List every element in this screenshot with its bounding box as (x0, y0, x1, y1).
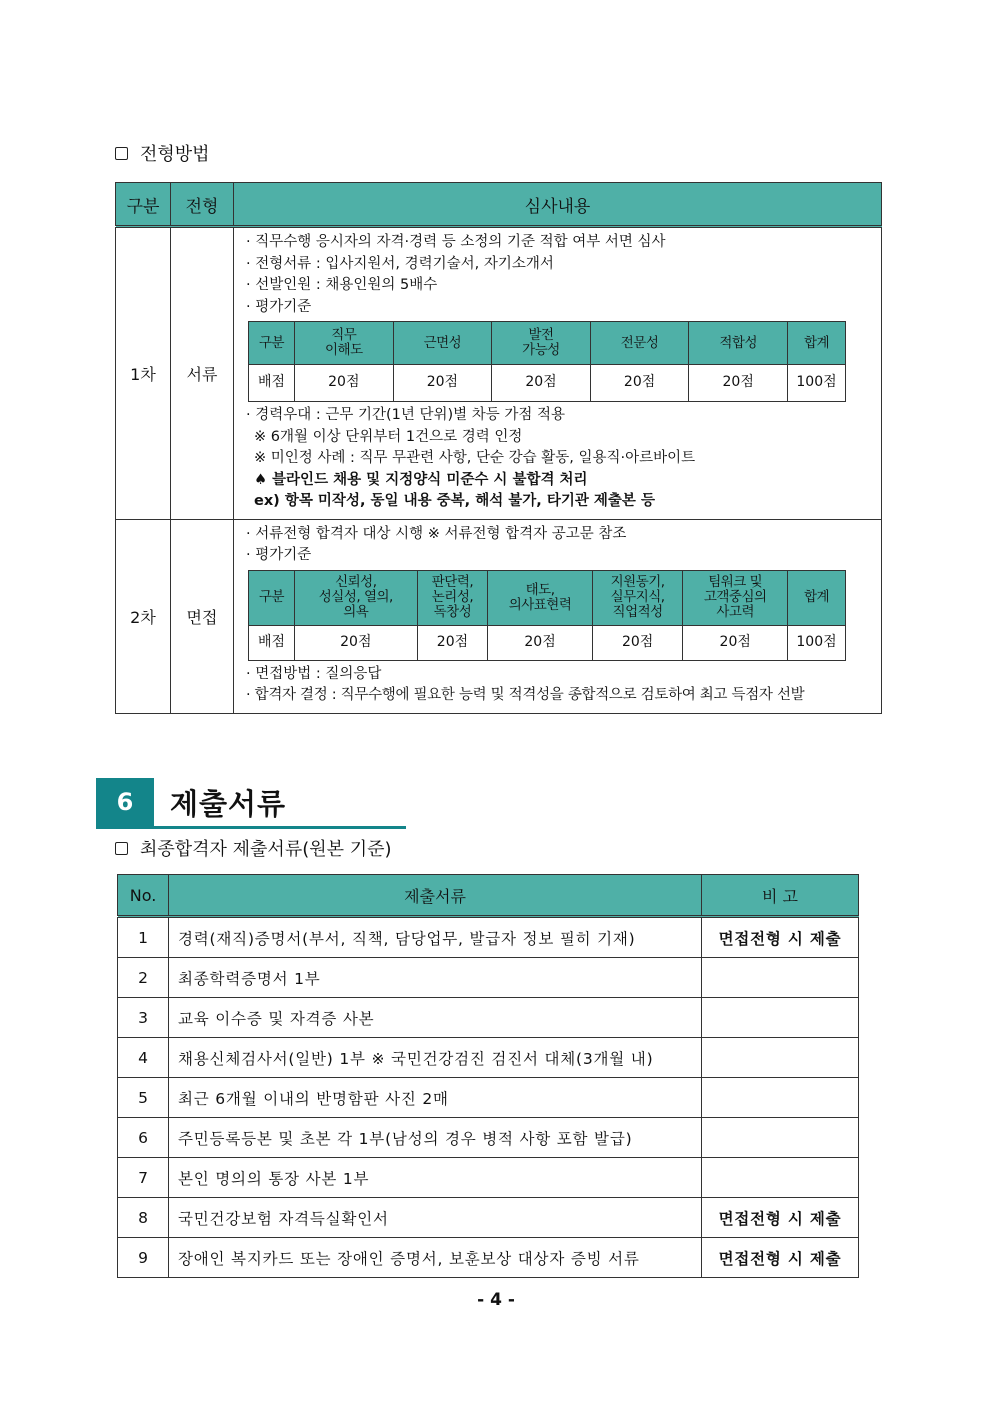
stage-type: 서류 (171, 227, 234, 520)
selection-method-table (115, 182, 882, 714)
table-row-interview (116, 519, 882, 713)
row-number: 8 (118, 1198, 169, 1238)
content-note: ※ 미인정 사례 : 직무 무관련 사항, 단순 강습 활동, 일용직·아르바이트 (254, 450, 696, 466)
section-heading-final-documents (115, 835, 392, 861)
criteria-header: 합계 (788, 322, 846, 365)
submission-documents-table (117, 874, 859, 1278)
row-note (702, 958, 859, 998)
content-line: · 면접방법 : 질의응답 (246, 665, 382, 682)
section-title: 전형방법 (140, 144, 210, 165)
content-line: · 서류전형 합격자 대상 시행 ※ 서류전형 합격자 공고문 참조 (246, 525, 627, 542)
banner-underline (96, 826, 406, 829)
content-line: · 경력우대 : 근무 기간(1년 단위)별 차등 가점 적용 (246, 407, 566, 423)
criteria-header: 지원동기, 실무지식, 직업적성 (592, 570, 683, 625)
content-line: · 평가기준 (246, 547, 312, 563)
table-row (118, 958, 859, 998)
content-line: · 직무수행 응시자의 자격·경력 등 소정의 기준 적합 여부 서면 심사 (246, 234, 666, 250)
criteria-score: 20점 (683, 625, 788, 660)
criteria-header: 근면성 (393, 322, 492, 365)
row-number: 5 (118, 1078, 169, 1118)
table-row-document-screening (116, 227, 882, 520)
criteria-header: 발전 가능성 (492, 322, 591, 365)
table-row (118, 1158, 859, 1198)
criteria-header: 구분 (249, 570, 295, 625)
section-number: 6 (96, 778, 154, 826)
document-name: 장애인 복지카드 또는 장애인 증명서, 보훈보상 대상자 증빙 서류 (169, 1238, 702, 1278)
header-stage: 전형 (171, 183, 234, 227)
table-row (118, 917, 859, 958)
table-row (118, 1118, 859, 1158)
header-note: 비 고 (702, 875, 859, 917)
stage-label: 1차 (116, 227, 171, 520)
criteria-header: 적합성 (689, 322, 788, 365)
content-example: ex) 항목 미작성, 동일 내용 중복, 해석 불가, 타기관 제출본 등 (254, 493, 655, 509)
row-number: 4 (118, 1038, 169, 1078)
row-note (702, 998, 859, 1038)
content-note: ※ 6개월 이상 단위부터 1건으로 경력 인정 (254, 428, 523, 445)
content-line: · 합격자 결정 : 직무수행에 필요한 능력 및 적격성을 종합적으로 검토하여 최고 득점자 선발 (246, 687, 805, 703)
criteria-score: 20점 (295, 625, 418, 660)
row-number: 9 (118, 1238, 169, 1278)
row-number: 3 (118, 998, 169, 1038)
document-name: 주민등록등본 및 초본 각 1부(남성의 경우 병적 사항 포함 발급) (169, 1118, 702, 1158)
row-note (702, 1158, 859, 1198)
section-banner (96, 778, 406, 830)
criteria-header: 판단력, 논리성, 독창성 (417, 570, 488, 625)
review-content (234, 519, 882, 713)
document-name: 최종학력증명서 1부 (169, 958, 702, 998)
criteria-score: 20점 (590, 365, 689, 402)
header-documents: 제출서류 (169, 875, 702, 917)
content-line: · 선발인원 : 채용인원의 5배수 (246, 277, 438, 293)
document-name: 채용신체검사서(일반) 1부 ※ 국민건강검진 검진서 대체(3개월 내) (169, 1038, 702, 1078)
criteria-header: 태도, 의사표현력 (488, 570, 593, 625)
header-review-content: 심사내용 (234, 183, 882, 227)
content-warning: ♠ 블라인드 채용 및 지정양식 미준수 시 불합격 처리 (254, 471, 588, 488)
row-note (702, 1118, 859, 1158)
criteria-header: 직무 이해도 (295, 322, 394, 365)
stage-label: 2차 (116, 519, 171, 713)
header-category: 구분 (116, 183, 171, 227)
checkbox-icon (115, 842, 128, 855)
row-note (702, 1038, 859, 1078)
row-number: 2 (118, 958, 169, 998)
document-name: 본인 명의의 통장 사본 1부 (169, 1158, 702, 1198)
evaluation-criteria-table (248, 321, 846, 402)
table-row (118, 1198, 859, 1238)
table-header-row (116, 183, 882, 227)
criteria-score: 20점 (592, 625, 683, 660)
criteria-score: 20점 (417, 625, 488, 660)
table-row (118, 1038, 859, 1078)
content-line: · 전형서류 : 입사지원서, 경력기술서, 자기소개서 (246, 255, 554, 272)
header-no: No. (118, 875, 169, 917)
criteria-score: 20점 (492, 365, 591, 402)
document-name: 경력(재직)증명서(부서, 직책, 담당업무, 발급자 정보 필히 기재) (169, 917, 702, 958)
criteria-header: 합계 (788, 570, 846, 625)
criteria-score: 20점 (393, 365, 492, 402)
criteria-header: 전문성 (590, 322, 689, 365)
review-content (234, 227, 882, 520)
document-name: 국민건강보험 자격득실확인서 (169, 1198, 702, 1238)
criteria-header: 구분 (249, 322, 295, 365)
criteria-score: 20점 (689, 365, 788, 402)
row-number: 6 (118, 1118, 169, 1158)
criteria-score: 100점 (788, 365, 846, 402)
section-heading-selection-method (115, 140, 210, 166)
criteria-score-row (249, 365, 846, 402)
document-name: 최근 6개월 이내의 반명함판 사진 2매 (169, 1078, 702, 1118)
document-name: 교육 이수증 및 자격증 사본 (169, 998, 702, 1038)
stage-type: 면접 (171, 519, 234, 713)
section-banner-title: 제출서류 (170, 787, 287, 821)
criteria-header-row (249, 322, 846, 365)
content-line: · 평가기준 (246, 298, 312, 315)
row-number: 7 (118, 1158, 169, 1198)
criteria-score: 100점 (788, 625, 846, 660)
criteria-score-row (249, 625, 846, 660)
criteria-score: 배점 (249, 625, 295, 660)
row-note: 면접전형 시 제출 (702, 1238, 859, 1278)
checkbox-icon (115, 147, 128, 160)
row-note: 면접전형 시 제출 (702, 917, 859, 958)
criteria-header: 팀워크 및 고객중심의 사고력 (683, 570, 788, 625)
evaluation-criteria-table (248, 570, 846, 661)
page-number: - 4 - (477, 1290, 515, 1310)
row-note: 면접전형 시 제출 (702, 1198, 859, 1238)
criteria-score: 20점 (295, 365, 394, 402)
table-row (118, 998, 859, 1038)
criteria-score: 배점 (249, 365, 295, 402)
row-number: 1 (118, 917, 169, 958)
criteria-score: 20점 (488, 625, 593, 660)
criteria-header-row (249, 570, 846, 625)
table-row (118, 1078, 859, 1118)
table-header-row (118, 875, 859, 917)
table-row (118, 1238, 859, 1278)
row-note (702, 1078, 859, 1118)
criteria-header: 신뢰성, 성실성, 열의, 의욕 (295, 570, 418, 625)
section-title: 최종합격자 제출서류(원본 기준) (140, 839, 392, 860)
